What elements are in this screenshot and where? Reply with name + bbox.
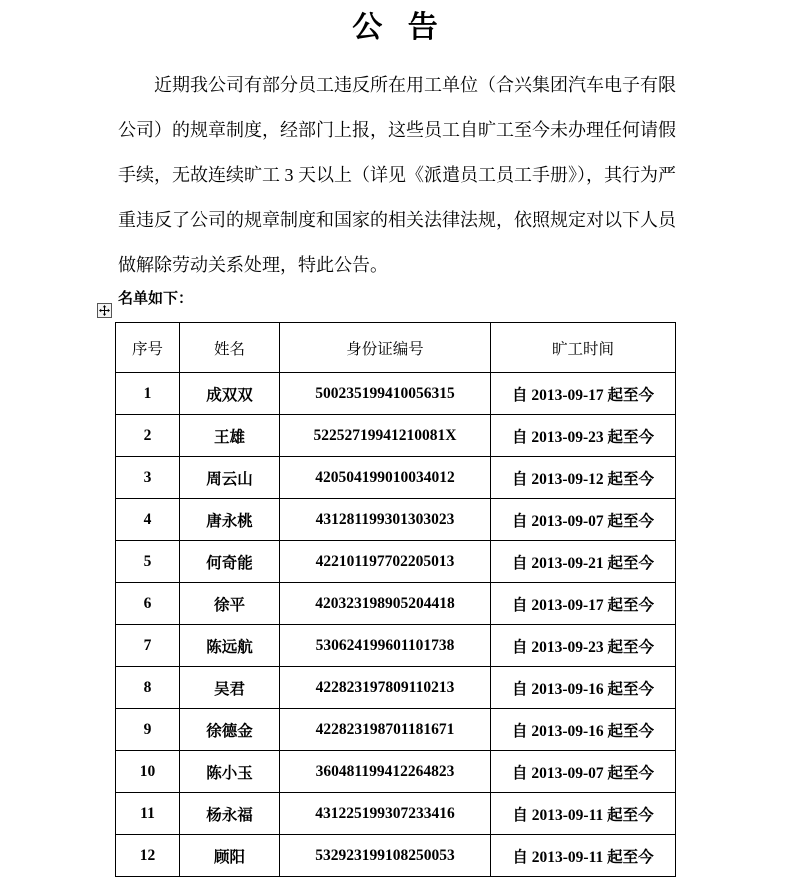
cell-period: 自 2013-09-12 起至今 bbox=[491, 457, 676, 499]
table-row bbox=[116, 709, 676, 751]
cell-id-number: 52252719941210081X bbox=[280, 415, 491, 457]
table-move-handle-icon[interactable] bbox=[97, 303, 112, 318]
table-row bbox=[116, 835, 676, 877]
cell-name: 唐永桃 bbox=[180, 499, 280, 541]
cell-period: 自 2013-09-07 起至今 bbox=[491, 499, 676, 541]
cell-name: 徐平 bbox=[180, 583, 280, 625]
table-row bbox=[116, 541, 676, 583]
cell-seq: 5 bbox=[116, 541, 180, 583]
cell-period: 自 2013-09-21 起至今 bbox=[491, 541, 676, 583]
cell-period: 自 2013-09-11 起至今 bbox=[491, 793, 676, 835]
cell-seq: 10 bbox=[116, 751, 180, 793]
cell-seq: 1 bbox=[116, 373, 180, 415]
cell-name: 顾阳 bbox=[180, 835, 280, 877]
cell-period: 自 2013-09-16 起至今 bbox=[491, 709, 676, 751]
cell-id-number: 420504199010034012 bbox=[280, 457, 491, 499]
table-row bbox=[116, 415, 676, 457]
cell-seq: 12 bbox=[116, 835, 180, 877]
cell-name: 成双双 bbox=[180, 373, 280, 415]
column-header-id-number: 身份证编号 bbox=[280, 323, 491, 373]
cell-name: 陈远航 bbox=[180, 625, 280, 667]
cell-period: 自 2013-09-16 起至今 bbox=[491, 667, 676, 709]
absence-roster-table bbox=[115, 322, 676, 877]
cell-seq: 6 bbox=[116, 583, 180, 625]
cell-period: 自 2013-09-07 起至今 bbox=[491, 751, 676, 793]
cell-id-number: 360481199412264823 bbox=[280, 751, 491, 793]
column-header-name: 姓名 bbox=[180, 323, 280, 373]
table-row bbox=[116, 583, 676, 625]
cell-seq: 4 bbox=[116, 499, 180, 541]
cell-name: 杨永福 bbox=[180, 793, 280, 835]
cell-id-number: 420323198905204418 bbox=[280, 583, 491, 625]
table-header-row bbox=[116, 323, 676, 373]
cell-name: 何奇能 bbox=[180, 541, 280, 583]
table-row bbox=[116, 457, 676, 499]
cell-seq: 7 bbox=[116, 625, 180, 667]
column-header-period: 旷工时间 bbox=[491, 323, 676, 373]
cell-period: 自 2013-09-17 起至今 bbox=[491, 583, 676, 625]
table-row bbox=[116, 625, 676, 667]
table-row bbox=[116, 667, 676, 709]
cell-seq: 2 bbox=[116, 415, 180, 457]
table-row bbox=[116, 373, 676, 415]
announcement-body-text: 近期我公司有部分员工违反所在用工单位（合兴集团汽车电子有限公司）的规章制度，经部门上报，这些员工自旷工至今未办理任何请假手续，无故连续旷工 3 天以上（详见《派遣员工员工手册》），其行为严重违反了公司的规章制度和国家的相关法律法规，依照规定对以下人员做解除劳动关系处理，特此公告。 bbox=[118, 75, 676, 275]
cell-id-number: 530624199601101738 bbox=[280, 625, 491, 667]
column-header-seq: 序号 bbox=[116, 323, 180, 373]
cell-id-number: 422823197809110213 bbox=[280, 667, 491, 709]
cell-seq: 9 bbox=[116, 709, 180, 751]
page-title: 公 告 bbox=[352, 11, 438, 44]
cell-id-number: 532923199108250053 bbox=[280, 835, 491, 877]
cell-id-number: 422101197702205013 bbox=[280, 541, 491, 583]
list-label: 名单如下： bbox=[118, 291, 194, 307]
cell-id-number: 431281199301303023 bbox=[280, 499, 491, 541]
cell-name: 吴君 bbox=[180, 667, 280, 709]
cell-period: 自 2013-09-23 起至今 bbox=[491, 625, 676, 667]
cell-name: 徐德金 bbox=[180, 709, 280, 751]
cell-id-number: 500235199410056315 bbox=[280, 373, 491, 415]
cell-seq: 11 bbox=[116, 793, 180, 835]
table-row bbox=[116, 793, 676, 835]
cell-period: 自 2013-09-17 起至今 bbox=[491, 373, 676, 415]
cell-name: 周云山 bbox=[180, 457, 280, 499]
cell-period: 自 2013-09-23 起至今 bbox=[491, 415, 676, 457]
cell-id-number: 431225199307233416 bbox=[280, 793, 491, 835]
cell-seq: 8 bbox=[116, 667, 180, 709]
cell-id-number: 422823198701181671 bbox=[280, 709, 491, 751]
table-row bbox=[116, 499, 676, 541]
cell-seq: 3 bbox=[116, 457, 180, 499]
cell-period: 自 2013-09-11 起至今 bbox=[491, 835, 676, 877]
cell-name: 王雄 bbox=[180, 415, 280, 457]
table-row bbox=[116, 751, 676, 793]
cell-name: 陈小玉 bbox=[180, 751, 280, 793]
